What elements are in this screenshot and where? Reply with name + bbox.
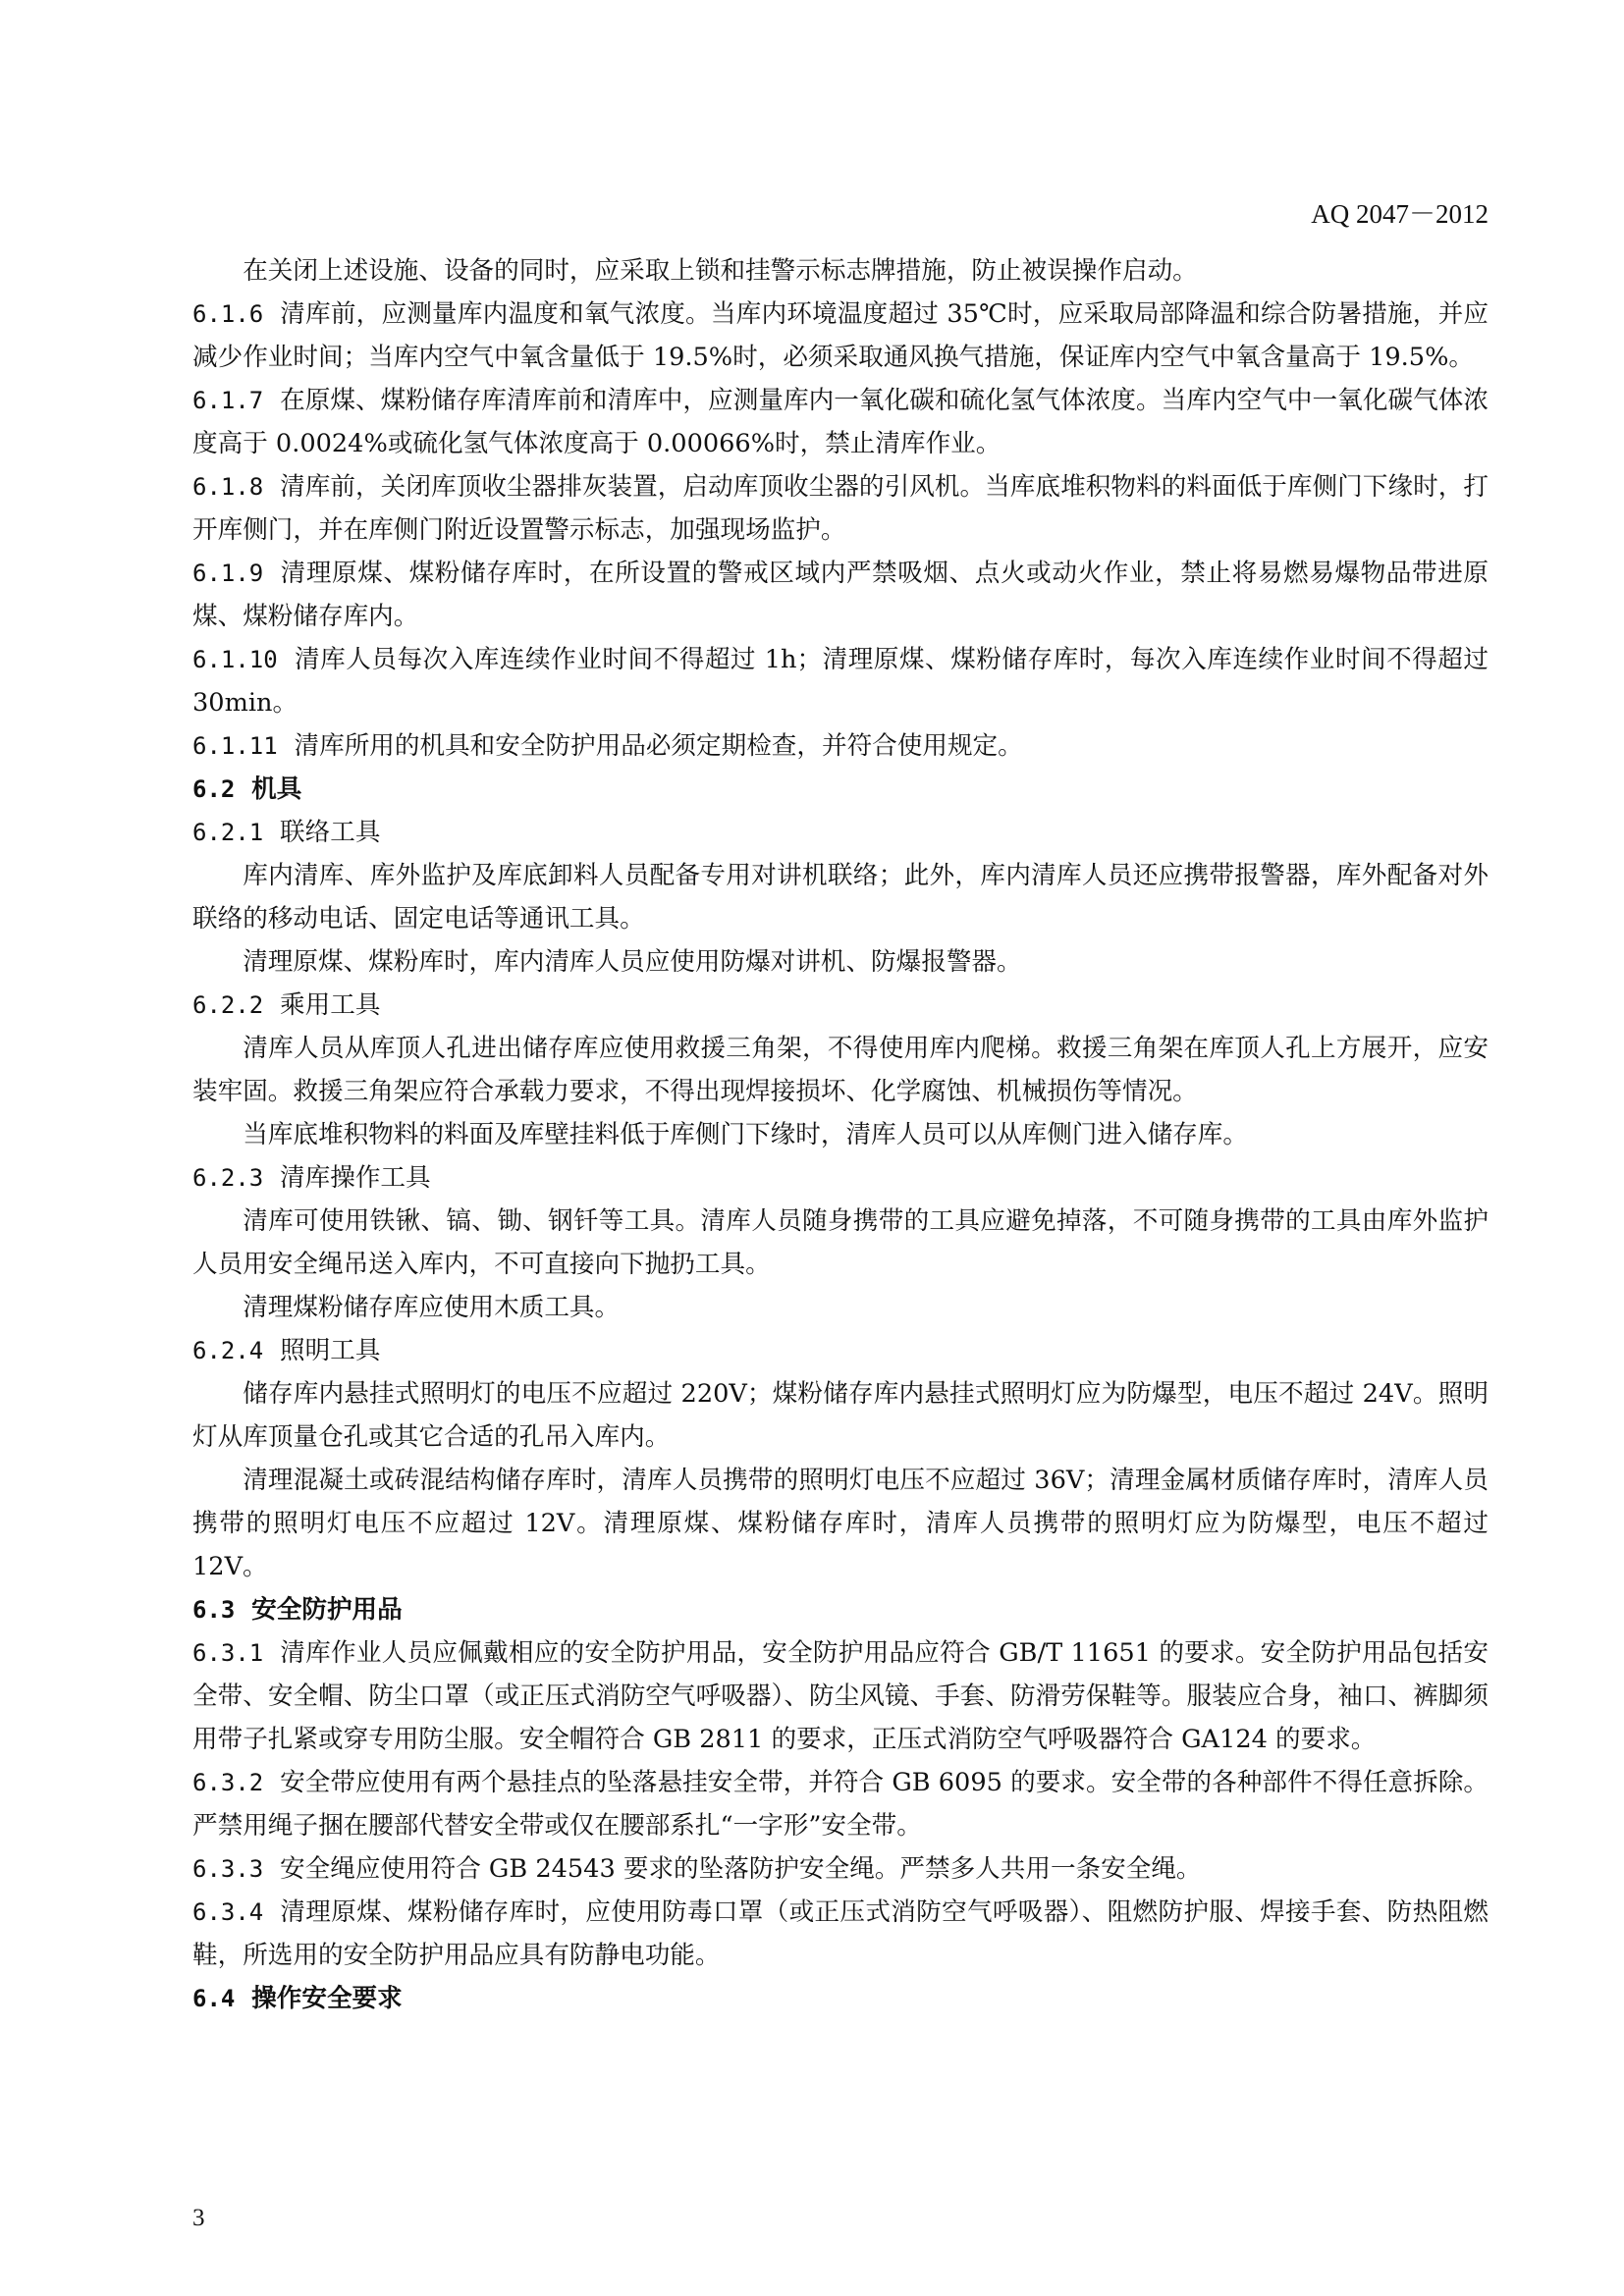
section-title: 安全防护用品 [251,1595,403,1625]
section-number: 6.4 [192,1985,236,2012]
clause-number: 6.3.1 [192,1639,264,1667]
clause-text: 清库人员每次入库连续作业时间不得超过 1h；清理原煤、煤粉储存库时，每次入库连续作业时间不得超过 30min。 [192,645,1489,718]
section-heading [192,1588,1489,1631]
clause-text: 安全带应使用有两个悬挂点的坠落悬挂安全带，并符合 GB 6095 的要求。安全带的各种部件不得任意拆除。严禁用绳子捆在腰部代替安全带或仅在腰部系扎“一字形”安全带。 [192,1768,1489,1841]
section-heading [192,768,1489,811]
paragraph: 当库底堆积物料的料面及库壁挂料低于库侧门下缘时，清库人员可以从库侧门进入储存库。 [243,1120,1248,1149]
clause-number: 6.1.11 [192,732,278,760]
paragraph: 在关闭上述设施、设备的同时，应采取上锁和挂警示标志牌措施，防止被误操作启动。 [243,256,1198,286]
clause [192,811,1489,854]
section-title: 操作安全要求 [251,1984,403,2013]
clause-number: 6.2.4 [192,1337,264,1364]
clause [192,552,1489,638]
clause-text: 清库前，应测量库内温度和氧气浓度。当库内环境温度超过 35℃时，应采取局部降温和综合防暑措施，并应减少作业时间；当库内空气中氧含量低于 19.5%时，必须采取通风换气措施，保证库内空气中氧含量高于 19.5%。 [192,299,1489,372]
clause-text: 清理原煤、煤粉储存库时，应使用防毒口罩（或正压式消防空气呼吸器）、阻燃防护服、焊接手套、防热阻燃鞋，所选用的安全防护用品应具有防静电功能。 [192,1897,1489,1970]
clause-title: 照明工具 [280,1336,381,1365]
clause-text: 在原煤、煤粉储存库清库前和清库中，应测量库内一氧化碳和硫化氢气体浓度。当库内空气中一氧化碳气体浓度高于 0.0024%或硫化氢气体浓度高于 0.00066%时，禁止清库作业。 [192,386,1489,458]
clause-number: 6.2.2 [192,991,264,1019]
paragraph: 清库人员从库顶人孔进出储存库应使用救援三角架，不得使用库内爬梯。救援三角架在库顶人孔上方展开，应安装牢固。救援三角架应符合承载力要求，不得出现焊接损坏、化学腐蚀、机械损伤等情况。 [192,1034,1489,1106]
clause [192,984,1489,1027]
clause [192,724,1489,768]
clause-number: 6.1.7 [192,387,264,414]
clause-number: 6.3.2 [192,1769,264,1796]
clause-text: 清库作业人员应佩戴相应的安全防护用品，安全防护用品应符合 GB/T 11651 的要求。安全防护用品包括安全带、安全帽、防尘口罩（或正压式消防空气呼吸器）、防尘风镜、手套、防滑劳保鞋等。服装应合身，袖口、裤脚须用带子扎紧或穿专用防尘服。安全帽符合 GB 2811 的要求，正压式消防空气呼吸器符合 GA124 的要求。 [192,1638,1489,1754]
clause-title: 联络工具 [280,818,381,847]
clause-number: 6.1.9 [192,560,264,587]
section-number: 6.3 [192,1596,236,1624]
clause-number: 6.2.1 [192,819,264,846]
page-number: 3 [192,2205,205,2231]
paragraph: 清理煤粉储存库应使用木质工具。 [243,1293,621,1322]
paragraph: 储存库内悬挂式照明灯的电压不应超过 220V；煤粉储存库内悬挂式照明灯应为防爆型，电压不超过 24V。照明灯从库顶量仓孔或其它合适的孔吊入库内。 [192,1379,1489,1452]
clause-number: 6.1.10 [192,646,278,673]
document-code: AQ 2047－2012 [1311,199,1489,229]
clause-text: 清库前，关闭库顶收尘器排灰装置，启动库顶收尘器的引风机。当库底堆积物料的料面低于库侧门下缘时，打开库侧门，并在库侧门附近设置警示标志，加强现场监护。 [192,472,1489,545]
clause [192,1156,1489,1200]
section-number: 6.2 [192,775,236,803]
clause-number: 6.1.6 [192,300,264,328]
clause [192,1329,1489,1372]
clause [192,1891,1489,1977]
section-heading [192,1977,1489,2020]
clause [192,1761,1489,1847]
clause [192,293,1489,379]
clause-text: 清理原煤、煤粉储存库时，在所设置的警戒区域内严禁吸烟、点火或动火作业，禁止将易燃易爆物品带进原煤、煤粉储存库内。 [192,559,1489,631]
clause-title: 乘用工具 [280,990,381,1020]
paragraph: 清理原煤、煤粉库时，库内清库人员应使用防爆对讲机、防爆报警器。 [243,947,1022,977]
clause-text: 清库所用的机具和安全防护用品必须定期检查，并符合使用规定。 [294,731,1023,761]
clause-number: 6.3.3 [192,1855,264,1883]
clause [192,638,1489,724]
section-title: 机具 [251,774,302,804]
clause-title: 清库操作工具 [280,1163,431,1193]
paragraph: 库内清库、库外监护及库底卸料人员配备专用对讲机联络；此外，库内清库人员还应携带报警器，库外配备对外联络的移动电话、固定电话等通讯工具。 [192,861,1489,934]
clause-number: 6.1.8 [192,473,264,501]
clause-number: 6.2.3 [192,1164,264,1192]
clause [192,1631,1489,1761]
document-body [192,249,1489,2020]
clause [192,465,1489,552]
paragraph: 清库可使用铁锹、镐、锄、钢钎等工具。清库人员随身携带的工具应避免掉落，不可随身携带的工具由库外监护人员用安全绳吊送入库内，不可直接向下抛扔工具。 [192,1206,1489,1279]
clause-number: 6.3.4 [192,1898,264,1926]
clause [192,1847,1489,1891]
clause [192,379,1489,465]
paragraph: 清理混凝土或砖混结构储存库时，清库人员携带的照明灯电压不应超过 36V；清理金属材质储存库时，清库人员携带的照明灯电压不应超过 12V。清理原煤、煤粉储存库时，清库人员携带的照明灯应为防爆型，电压不超过 12V。 [192,1466,1489,1581]
clause-text: 安全绳应使用符合 GB 24543 要求的坠落防护安全绳。严禁多人共用一条安全绳。 [280,1854,1202,1884]
